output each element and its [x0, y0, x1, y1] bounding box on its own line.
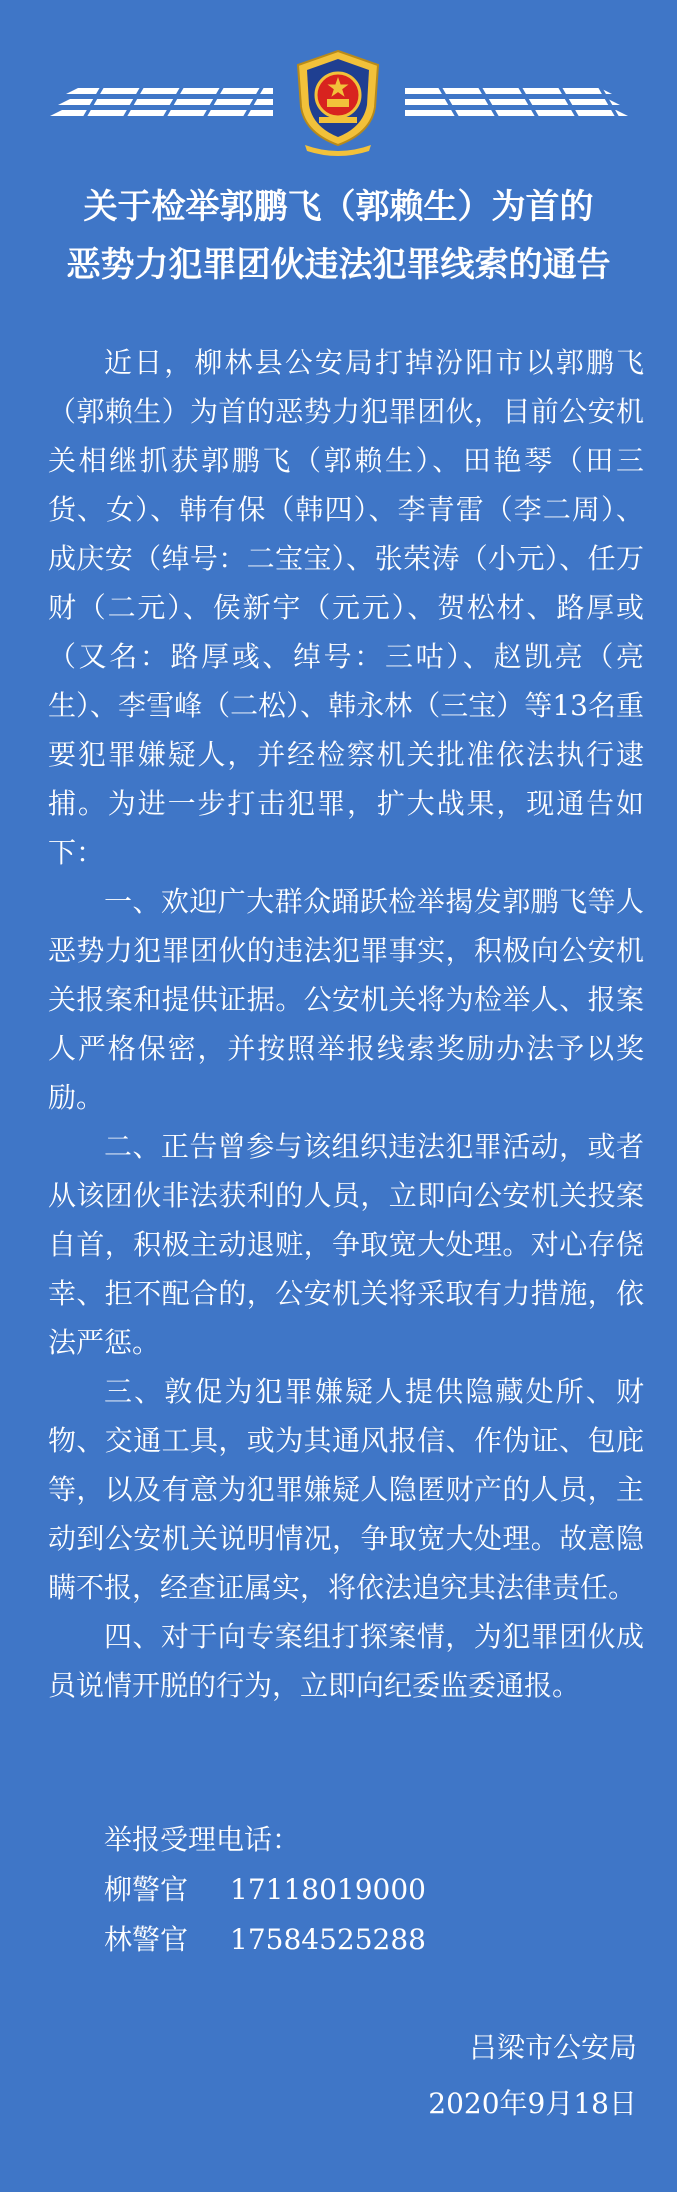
officer-name: 柳警官 — [104, 1873, 189, 1906]
clause-3-paragraph: 三、敦促为犯罪嫌疑人提供隐藏处所、财物、交通工具，或为其通风报信、作伪证、包庇等，以及有意为犯罪嫌疑人隐匿财产的人员，主动到公安机关说明情况，争取宽大处理。故意隐瞒不报，经查证属实，将依法追究其法律责任。 — [48, 1375, 644, 1604]
officer-phone[interactable]: 17584525288 — [230, 1923, 426, 1956]
clause-2-paragraph: 二、正告曾参与该组织违法犯罪活动，或者从该团伙非法获利的人员，立即向公安机关投案自首，积极主动退赃，争取宽大处理。对心存侥幸、拒不配合的，公安机关将采取有力措施，依法严惩。 — [48, 1130, 644, 1359]
issuer-name: 吕梁市公安局 — [468, 2031, 637, 2064]
contact-row — [104, 1865, 426, 1915]
header — [0, 0, 677, 150]
issue-date: 2020年9月18日 — [428, 2087, 637, 2120]
notice-title — [0, 178, 677, 294]
left-wing-icon — [48, 82, 273, 122]
signature-block — [428, 2020, 637, 2132]
intro-paragraph: 近日，柳林县公安局打掉汾阳市以郭鹏飞（郭赖生）为首的恶势力犯罪团伙，目前公安机关相继抓获郭鹏飞（郭赖生）、田艳琴（田三货、女）、韩有保（韩四）、李青雷（李二周）、成庆安（绰号：二宝宝）、张荣涛（小元）、任万财（二元）、侯新宇（元元）、贺松材、路厚或（又名：路厚彧、绰号：三咕）、赵凯亮（亮生）、李雪峰（二松）、韩永林（三宝）等13名重要犯罪嫌疑人，并经检察机关批准依法执行逮捕。为进一步打击犯罪，扩大战果，现通告如下： — [48, 346, 644, 869]
right-wing-icon — [405, 82, 630, 122]
title-line-2: 恶势力犯罪团伙违法犯罪线索的通告 — [66, 245, 611, 285]
clause-1-paragraph: 一、欢迎广大群众踊跃检举揭发郭鹏飞等人恶势力犯罪团伙的违法犯罪事实，积极向公安机关报案和提供证据。公安机关将为检举人、报案人严格保密，并按照举报线索奖励办法予以奖励。 — [48, 885, 644, 1114]
notice-body — [48, 338, 644, 1710]
clause-4-paragraph: 四、对于向专案组打探案情，为犯罪团伙成员说情开脱的行为，立即向纪委监委通报。 — [48, 1620, 644, 1702]
contact-heading: 举报受理电话： — [104, 1823, 301, 1856]
police-emblem-icon — [283, 47, 393, 157]
contact-row — [104, 1915, 426, 1965]
officer-phone[interactable]: 17118019000 — [230, 1873, 426, 1906]
contact-section — [104, 1815, 426, 1965]
title-line-1: 关于检举郭鹏飞（郭赖生）为首的 — [83, 187, 594, 227]
officer-name: 林警官 — [104, 1923, 189, 1956]
